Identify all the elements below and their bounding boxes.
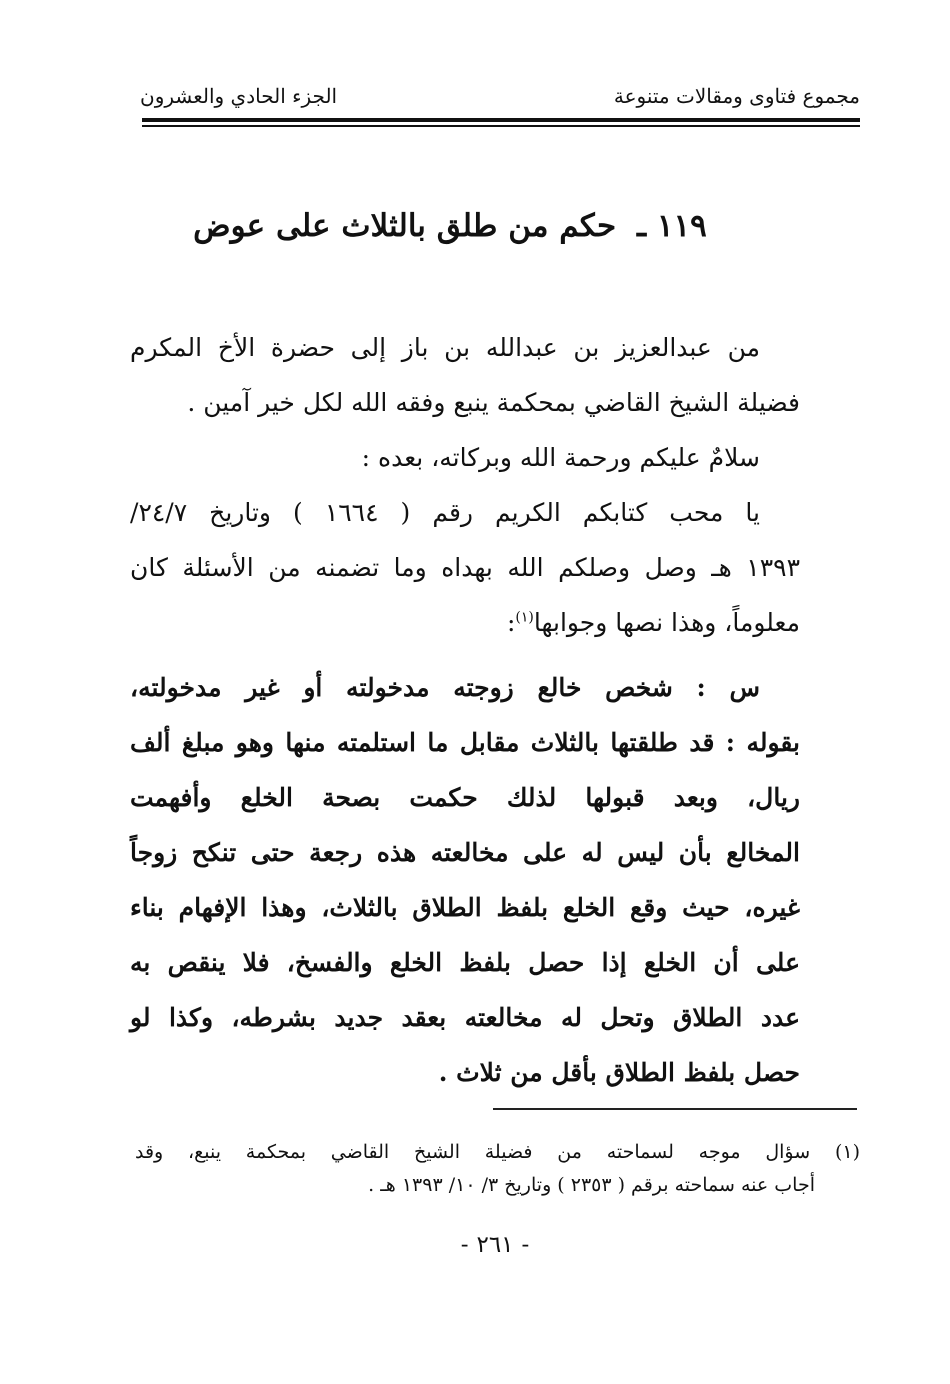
question-line-6: على أن الخلع إذا حصل بلفظ الخلع والفسخ، فلا ينقص به	[130, 948, 800, 977]
header-rule-thick	[142, 118, 860, 122]
fatwa-title	[140, 208, 760, 244]
question-line-8: حصل بلفظ الطلاق بأقل من ثلاث .	[438, 1058, 800, 1087]
running-header	[140, 78, 860, 112]
footnote-reference[interactable]: (١)	[515, 609, 534, 626]
question-line-5: غيره، حيث وقع الخلع بلفظ الطلاق بالثلاث، وهذا الإفهام بناء	[130, 893, 800, 922]
greeting-line-2: فضيلة الشيخ القاضي بمحكمة ينبع وفقه الله لكل خير آمين .	[187, 388, 800, 417]
question-line-4: المخالع بأن ليس له على مخالعته هذه رجعة حتى تنكح زوجاً	[130, 838, 800, 867]
salam-line: سلامٌ عليكم ورحمة الله وبركاته، بعده :	[361, 443, 760, 472]
footnote-separator	[493, 1108, 857, 1110]
question-line-1: س : شخص خالع زوجته مدخولته أو غير مدخولته،	[130, 673, 760, 702]
page-number	[0, 1232, 950, 1258]
question-line-2: بقوله : قد طلقتها بالثلاث مقابل ما استلمته منها وهو مبلغ ألف	[130, 728, 800, 757]
body-text	[130, 320, 800, 1100]
page-number-dash-left: -	[521, 1232, 530, 1258]
fatwa-title-text: حكم من طلق بالثلاث على عوض	[193, 208, 617, 244]
intro-line-3-text: معلوماً، وهذا نصها وجوابها	[533, 608, 800, 637]
footnote-line-1: (١) سؤال موجه لسماحته من فضيلة الشيخ القاضي بمحكمة ينبع، وقد	[135, 1141, 860, 1163]
intro-line-1: يا محب كتابكم الكريم رقم ( ١٦٦٤ ) وتاريخ ٢٤/٧/	[130, 498, 760, 527]
question-line-7: عدد الطلاق وتحل له مخالعته بعقد جديد بشرطه، وكذا لو	[130, 1003, 800, 1032]
question-block	[130, 660, 800, 1100]
header-rule-thin	[142, 125, 860, 127]
footnote	[135, 1136, 860, 1202]
intro-line-3	[130, 595, 800, 650]
header-book-title: مجموع فتاوى ومقالات متنوعة	[613, 84, 860, 108]
greeting-line-1: من عبدالعزيز بن عبدالله بن باز إلى حضرة الأخ المكرم	[130, 333, 760, 362]
fatwa-number: ١١٩ ـ	[636, 208, 707, 244]
intro-line-2: ١٣٩٣ هـ وصل وصلكم الله بهداه وما تضمنه من الأسئلة كان	[130, 553, 800, 582]
intro-line-3-end: :	[506, 608, 516, 637]
header-volume: الجزء الحادي والعشرون	[140, 84, 338, 108]
page-number-dash-right: -	[460, 1232, 469, 1258]
question-line-3: ريال، وبعد قبولها لذلك حكمت بصحة الخلع وأفهمت	[130, 783, 800, 812]
page-number-value: ٢٦١	[476, 1232, 514, 1258]
footnote-line-2: أجاب عنه سماحته برقم ( ٢٣٥٣ ) وتاريخ ٣/ ١٠/ ١٣٩٣ هـ .	[368, 1174, 815, 1196]
